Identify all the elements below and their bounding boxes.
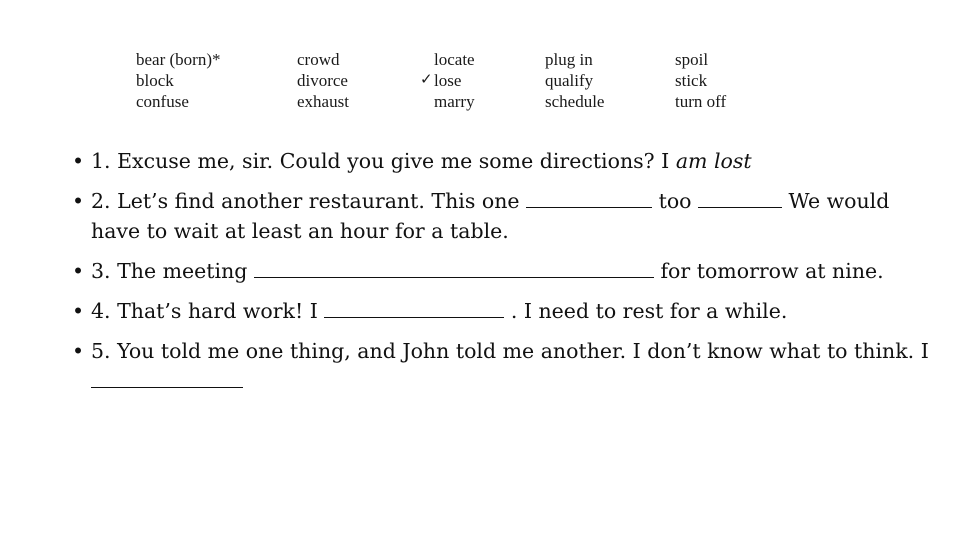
item-text: 5. You told me one thing, and John told me another. I don’t know what to think. I	[91, 339, 929, 363]
item-text: 3. The meeting	[91, 259, 254, 283]
word-qualify: qualify	[545, 71, 594, 90]
word-turn-off: turn off	[675, 92, 727, 111]
word-bear-born: bear (born)*	[136, 50, 221, 69]
word-bank-column	[545, 49, 604, 112]
item-text: 4. That’s hard work! I	[91, 299, 325, 323]
word-bank-column	[136, 49, 221, 112]
answer-blank[interactable]	[698, 187, 782, 208]
bullet: •	[72, 189, 85, 213]
checkmark-icon: ✓	[420, 72, 433, 88]
exercise-item-1	[72, 146, 932, 176]
word-marry: marry	[434, 92, 475, 111]
answer-blank[interactable]	[254, 257, 654, 278]
bullet: •	[72, 149, 85, 173]
word-exhaust: exhaust	[297, 92, 349, 111]
item-text: for tomorrow at nine.	[653, 259, 884, 283]
word-confuse: confuse	[136, 92, 189, 111]
word-plug-in: plug in	[545, 50, 593, 69]
answer-blank[interactable]	[91, 367, 243, 388]
item-text: 2. Let’s find another restaurant. This one	[91, 189, 527, 213]
item-text: We would have to wait at least an hour for a table.	[91, 189, 890, 243]
bullet: •	[72, 259, 85, 283]
exercise-item-5	[72, 336, 932, 396]
exercise-item-3	[72, 256, 932, 286]
word-locate: locate	[434, 50, 475, 69]
item-text: too	[652, 189, 699, 213]
word-block: block	[136, 71, 174, 90]
bullet: •	[72, 299, 85, 323]
answer-blank[interactable]	[324, 297, 504, 318]
example-answer: am lost	[675, 149, 752, 173]
word-crowd: crowd	[297, 50, 340, 69]
word-divorce: divorce	[297, 71, 348, 90]
word-bank-column	[420, 49, 475, 112]
item-text: . I need to rest for a while.	[504, 299, 788, 323]
word-spoil: spoil	[675, 50, 709, 69]
exercise-list	[72, 146, 932, 406]
item-text: 1. Excuse me, sir. Could you give me some directions? I	[91, 149, 676, 173]
answer-blank[interactable]	[526, 187, 652, 208]
exercise-item-4	[72, 296, 932, 326]
exercise-item-2	[72, 186, 932, 246]
word-lose: lose	[434, 71, 462, 90]
word-stick: stick	[675, 71, 708, 90]
bullet: •	[72, 339, 85, 363]
word-bank-column	[675, 49, 726, 112]
word-lose-row	[420, 70, 475, 91]
word-bank-column	[297, 49, 349, 112]
word-schedule: schedule	[545, 92, 605, 111]
